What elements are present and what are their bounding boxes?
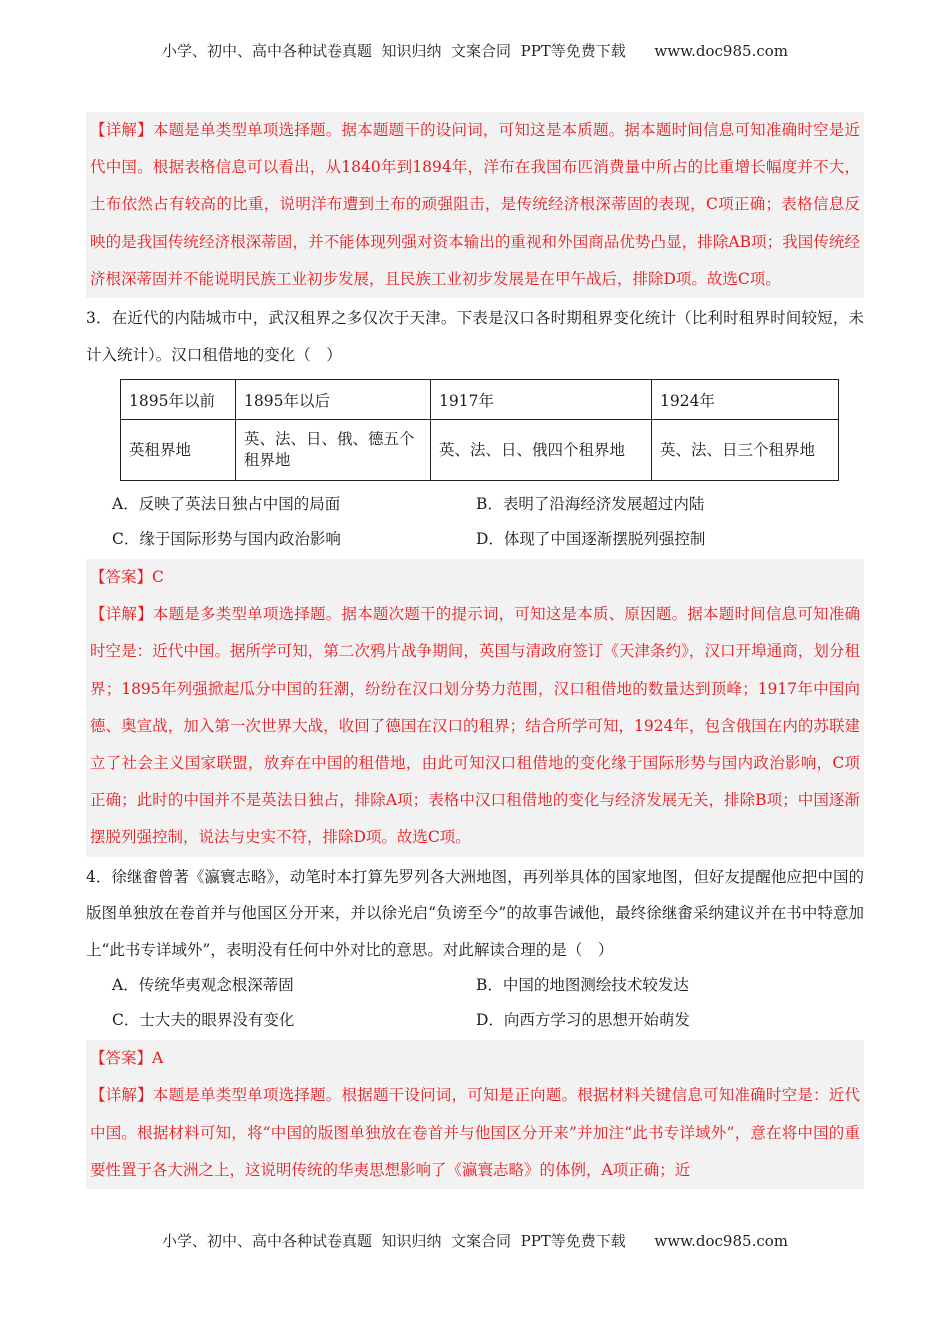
page-header: 小学、初中、高中各种试卷真题 知识归纳 文案合同 PPT等免费下载 www.doc985.com (161, 42, 788, 60)
table-cell: 英、法、日、俄四个租界地 (431, 420, 652, 481)
page-footer: 小学、初中、高中各种试卷真题 知识归纳 文案合同 PPT等免费下载 www.doc985.com (161, 1232, 788, 1250)
page-content (86, 112, 864, 1189)
table-cell: 英、法、日、俄、德五个租界地 (236, 420, 431, 481)
table-header-cell: 1924年 (652, 380, 839, 420)
table-header-cell: 1895年以前 (121, 380, 236, 420)
table-row (121, 420, 839, 481)
q3-detail: 【详解】本题是多类型单项选择题。据本题次题干的提示词，可知这是本质、原因题。据本题时间信息可知准确时空是：近代中国。据所学可知，第二次鸦片战争期间，英国与清政府签订《天津条约》，汉口开埠通商，划分租界；1895年列强掀起瓜分中国的狂潮，纷纷在汉口划分势力范围，汉口租借地的数量达到顶峰；1917年中国向德、奥宣战，加入第一次世界大战，收回了德国在汉口的租界；结合所学可知，1924年，包含俄国在内的苏联建立了社会主义国家联盟，放弃在中国的租借地，由此可知汉口租借地的变化缘于国际形势与国内政治影响，C项正确；此时的中国并不是英法日独占，排除A项；表格中汉口租借地的变化与经济发展无关，排除B项；中国逐渐摆脱列强控制，说法与史实不符，排除D项。故选C项。 (90, 605, 860, 847)
q4-option-a: A．传统华夷观念根深蒂固 (112, 976, 294, 995)
q4-option-b: B．中国的地图测绘技术较发达 (476, 976, 689, 995)
q4-stem: 4．徐继畬曾著《瀛寰志略》，动笔时本打算先罗列各大洲地图，再列举具体的国家地图，但好友提醒他应把中国的版图单独放在卷首并与他国区分开来，并以徐光启“负谤至今”的故事告诫他，最终徐继畬采纳建议并在书中特意加上“此书专详域外”，表明没有任何中外对比的意思。对此解读合理的是（ ） (86, 867, 864, 959)
q4-answer-block (86, 1040, 864, 1189)
q3-answer: 【答案】C (90, 568, 164, 587)
q4-option-c: C．士大夫的眼界没有变化 (112, 1011, 295, 1030)
q3-option-a: A．反映了英法日独占中国的局面 (112, 495, 341, 514)
table-cell: 英租界地 (121, 420, 236, 481)
q3-answer-block (86, 559, 864, 857)
table-header-cell: 1917年 (431, 380, 652, 420)
q4-option-d: D．向西方学习的思想开始萌发 (476, 1011, 690, 1030)
table-header-row (121, 380, 839, 420)
q3-option-b: B．表明了沿海经济发展超过内陆 (476, 495, 705, 514)
q4-detail: 【详解】本题是单类型单项选择题。根据题干设问词，可知是正向题。根据材料关键信息可知准确时空是：近代中国。根据材料可知，将“中国的版图单独放在卷首并与他国区分开来”并加注“此书专详域外”，意在将中国的重要性置于各大洲之上，这说明传统的华夷思想影响了《瀛寰志略》的体例，A项正确；近 (90, 1086, 860, 1179)
q2-detail: 【详解】本题是单类型单项选择题。据本题题干的设问词，可知这是本质题。据本题时间信息可知准确时空是近代中国。根据表格信息可以看出，从1840年到1894年，洋布在我国布匹消费量中所占的比重增长幅度并不大，土布依然占有较高的比重，说明洋布遭到土布的顽强阻击，是传统经济根深蒂固的表现，C项正确；表格信息反映的是我国传统经济根深蒂固，并不能体现列强对资本输出的重视和外国商品优势凸显，排除AB项；我国传统经济根深蒂固并不能说明民族工业初步发展，且民族工业初步发展是在甲午战后，排除D项。故选C项。 (86, 112, 864, 298)
q3-table (120, 379, 839, 481)
q3-option-c: C．缘于国际形势与国内政治影响 (112, 530, 341, 549)
q3-options (86, 487, 864, 557)
q4-options (86, 968, 864, 1038)
q3-stem: 3．在近代的内陆城市中，武汉租界之多仅次于天津。下表是汉口各时期租界变化统计（比利时租界时间较短，未计入统计）。汉口租借地的变化（ ） (86, 309, 864, 364)
table-cell: 英、法、日三个租界地 (652, 420, 839, 481)
q4-answer: 【答案】A (90, 1049, 164, 1068)
table-header-cell: 1895年以后 (236, 380, 431, 420)
q3-option-d: D．体现了中国逐渐摆脱列强控制 (476, 530, 706, 549)
